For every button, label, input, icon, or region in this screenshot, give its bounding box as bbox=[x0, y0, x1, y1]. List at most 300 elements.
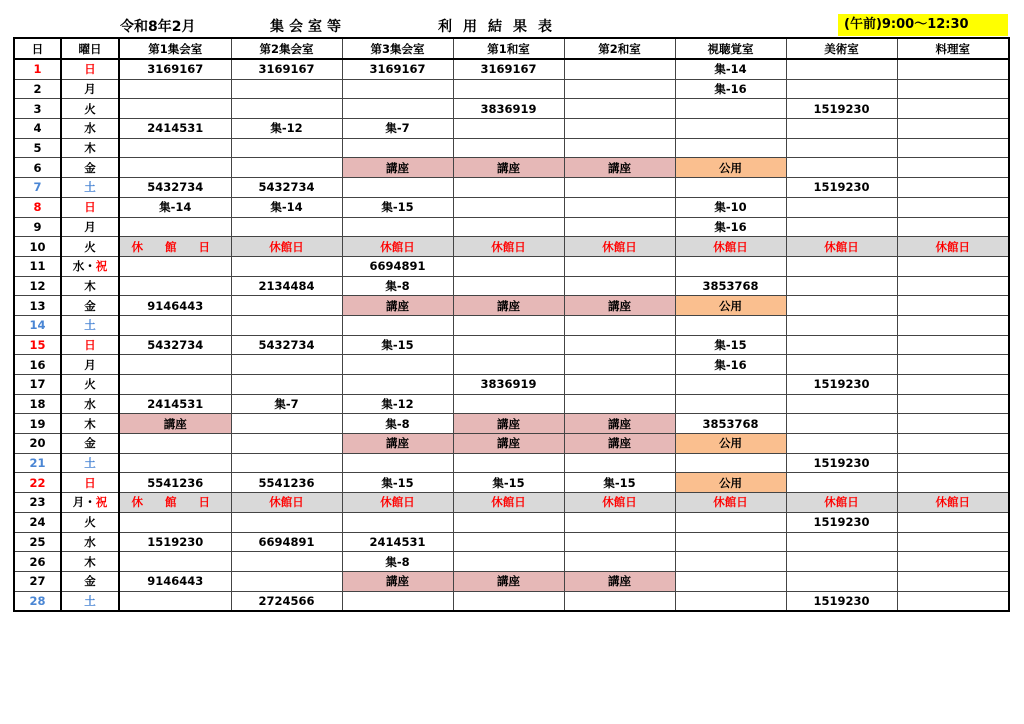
header-weekday: 曜日 bbox=[61, 38, 119, 59]
cell-cooking-room: 休館日 bbox=[897, 237, 1009, 257]
usage-result-table bbox=[13, 37, 1010, 612]
cell-weekday bbox=[61, 453, 119, 473]
cell-av-room bbox=[675, 119, 786, 139]
table-row bbox=[14, 119, 1009, 139]
cell-art-room bbox=[786, 394, 897, 414]
cell-day: 1 bbox=[14, 59, 61, 79]
cell-day: 3 bbox=[14, 99, 61, 119]
cell-av-room: 公用 bbox=[675, 296, 786, 316]
title-month: 令和8年2月 bbox=[120, 19, 196, 35]
cell-washitsu-2 bbox=[564, 59, 675, 79]
cell-cooking-room bbox=[897, 375, 1009, 395]
cell-washitsu-2 bbox=[564, 99, 675, 119]
cell-day: 4 bbox=[14, 119, 61, 139]
cell-room-2: 2724566 bbox=[231, 591, 342, 611]
cell-cooking-room bbox=[897, 79, 1009, 99]
cell-washitsu-1 bbox=[453, 138, 564, 158]
cell-cooking-room bbox=[897, 394, 1009, 414]
cell-cooking-room bbox=[897, 59, 1009, 79]
cell-room-2: 5541236 bbox=[231, 473, 342, 493]
cell-room-3: 講座 bbox=[342, 296, 453, 316]
cell-washitsu-1 bbox=[453, 552, 564, 572]
cell-cooking-room bbox=[897, 552, 1009, 572]
cell-washitsu-1 bbox=[453, 532, 564, 552]
cell-room-2: 集-7 bbox=[231, 394, 342, 414]
table-row bbox=[14, 512, 1009, 532]
cell-washitsu-2 bbox=[564, 512, 675, 532]
cell-av-room bbox=[675, 375, 786, 395]
cell-av-room: 3853768 bbox=[675, 276, 786, 296]
cell-weekday bbox=[61, 512, 119, 532]
cell-day: 7 bbox=[14, 178, 61, 198]
cell-room-3 bbox=[342, 453, 453, 473]
cell-av-room: 集-15 bbox=[675, 335, 786, 355]
cell-weekday bbox=[61, 552, 119, 572]
header-art-room: 美術室 bbox=[786, 38, 897, 59]
cell-cooking-room bbox=[897, 571, 1009, 591]
cell-room-3 bbox=[342, 512, 453, 532]
holiday-mark: 祝 bbox=[95, 495, 108, 510]
cell-room-1: 5432734 bbox=[119, 178, 231, 198]
cell-washitsu-1 bbox=[453, 394, 564, 414]
cell-room-2: 2134484 bbox=[231, 276, 342, 296]
cell-weekday bbox=[61, 315, 119, 335]
cell-room-3: 集-15 bbox=[342, 197, 453, 217]
cell-washitsu-2 bbox=[564, 138, 675, 158]
weekday-label: 水・ bbox=[72, 259, 96, 274]
table-row bbox=[14, 59, 1009, 79]
cell-day: 21 bbox=[14, 453, 61, 473]
title-main: 集会室等 bbox=[270, 19, 346, 35]
weekday-label: 月・ bbox=[72, 495, 96, 510]
weekday-label: 金 bbox=[84, 160, 96, 175]
cell-washitsu-1 bbox=[453, 119, 564, 139]
cell-av-room: 集-16 bbox=[675, 79, 786, 99]
cell-av-room bbox=[675, 591, 786, 611]
cell-cooking-room: 休館日 bbox=[897, 493, 1009, 513]
header-cooking-room: 料理室 bbox=[897, 38, 1009, 59]
table-row bbox=[14, 355, 1009, 375]
cell-washitsu-2 bbox=[564, 276, 675, 296]
weekday-label: 火 bbox=[84, 239, 96, 254]
cell-day: 27 bbox=[14, 571, 61, 591]
cell-av-room bbox=[675, 256, 786, 276]
cell-art-room bbox=[786, 434, 897, 454]
cell-day: 11 bbox=[14, 256, 61, 276]
cell-washitsu-1 bbox=[453, 217, 564, 237]
cell-cooking-room bbox=[897, 217, 1009, 237]
cell-day: 23 bbox=[14, 493, 61, 513]
cell-weekday bbox=[61, 237, 119, 257]
cell-washitsu-2 bbox=[564, 335, 675, 355]
cell-day: 24 bbox=[14, 512, 61, 532]
cell-room-2 bbox=[231, 434, 342, 454]
header-washitsu-1: 第1和室 bbox=[453, 38, 564, 59]
title-result: 利用結果表 bbox=[438, 19, 563, 35]
cell-room-1 bbox=[119, 99, 231, 119]
table-row bbox=[14, 571, 1009, 591]
cell-room-1 bbox=[119, 158, 231, 178]
cell-room-3: 休館日 bbox=[342, 237, 453, 257]
cell-weekday bbox=[61, 138, 119, 158]
cell-art-room bbox=[786, 138, 897, 158]
cell-room-1 bbox=[119, 375, 231, 395]
table-row bbox=[14, 178, 1009, 198]
cell-cooking-room bbox=[897, 335, 1009, 355]
cell-room-2 bbox=[231, 375, 342, 395]
table-row bbox=[14, 296, 1009, 316]
cell-day: 8 bbox=[14, 197, 61, 217]
cell-washitsu-2 bbox=[564, 217, 675, 237]
cell-washitsu-1: 3836919 bbox=[453, 99, 564, 119]
cell-room-2 bbox=[231, 512, 342, 532]
cell-art-room: 1519230 bbox=[786, 178, 897, 198]
cell-washitsu-1: 3836919 bbox=[453, 375, 564, 395]
table-row bbox=[14, 434, 1009, 454]
cell-room-3: 講座 bbox=[342, 434, 453, 454]
cell-room-2 bbox=[231, 217, 342, 237]
table-row bbox=[14, 158, 1009, 178]
cell-weekday bbox=[61, 256, 119, 276]
cell-room-3: 休館日 bbox=[342, 493, 453, 513]
table-row bbox=[14, 532, 1009, 552]
cell-av-room: 3853768 bbox=[675, 414, 786, 434]
cell-av-room: 公用 bbox=[675, 158, 786, 178]
cell-room-2: 5432734 bbox=[231, 335, 342, 355]
cell-art-room bbox=[786, 276, 897, 296]
cell-washitsu-1 bbox=[453, 315, 564, 335]
cell-art-room bbox=[786, 256, 897, 276]
cell-day: 9 bbox=[14, 217, 61, 237]
weekday-label: 火 bbox=[84, 377, 96, 392]
cell-washitsu-2: 講座 bbox=[564, 414, 675, 434]
cell-room-3: 集-15 bbox=[342, 335, 453, 355]
weekday-label: 土 bbox=[84, 318, 96, 333]
cell-room-1 bbox=[119, 591, 231, 611]
cell-weekday bbox=[61, 335, 119, 355]
cell-art-room bbox=[786, 355, 897, 375]
cell-av-room bbox=[675, 512, 786, 532]
cell-washitsu-2: 集-15 bbox=[564, 473, 675, 493]
cell-washitsu-2 bbox=[564, 197, 675, 217]
cell-day: 13 bbox=[14, 296, 61, 316]
cell-washitsu-1 bbox=[453, 335, 564, 355]
table-row bbox=[14, 237, 1009, 257]
cell-art-room: 1519230 bbox=[786, 591, 897, 611]
cell-room-3 bbox=[342, 375, 453, 395]
weekday-label: 金 bbox=[84, 436, 96, 451]
table-row bbox=[14, 79, 1009, 99]
cell-washitsu-2: 休館日 bbox=[564, 237, 675, 257]
header-room-2: 第2集会室 bbox=[231, 38, 342, 59]
table-row bbox=[14, 493, 1009, 513]
cell-art-room bbox=[786, 217, 897, 237]
cell-room-3 bbox=[342, 138, 453, 158]
cell-washitsu-2 bbox=[564, 532, 675, 552]
cell-room-3: 集-8 bbox=[342, 552, 453, 572]
cell-washitsu-1 bbox=[453, 512, 564, 532]
weekday-label: 水 bbox=[84, 397, 96, 412]
weekday-label: 木 bbox=[84, 141, 96, 156]
cell-weekday bbox=[61, 99, 119, 119]
cell-room-2 bbox=[231, 138, 342, 158]
cell-weekday bbox=[61, 375, 119, 395]
cell-av-room bbox=[675, 532, 786, 552]
cell-room-1 bbox=[119, 453, 231, 473]
cell-room-2 bbox=[231, 296, 342, 316]
cell-room-2: 集-12 bbox=[231, 119, 342, 139]
weekday-label: 水 bbox=[84, 121, 96, 136]
cell-art-room: 1519230 bbox=[786, 375, 897, 395]
cell-room-1: 休 館 日 bbox=[119, 493, 231, 513]
table-row bbox=[14, 591, 1009, 611]
cell-art-room: 休館日 bbox=[786, 237, 897, 257]
table-row bbox=[14, 335, 1009, 355]
table-row bbox=[14, 99, 1009, 119]
cell-day: 16 bbox=[14, 355, 61, 375]
cell-room-3: 6694891 bbox=[342, 256, 453, 276]
cell-day: 6 bbox=[14, 158, 61, 178]
cell-room-1: 9146443 bbox=[119, 296, 231, 316]
cell-day: 25 bbox=[14, 532, 61, 552]
cell-art-room bbox=[786, 414, 897, 434]
cell-cooking-room bbox=[897, 119, 1009, 139]
cell-washitsu-2 bbox=[564, 256, 675, 276]
cell-washitsu-1 bbox=[453, 276, 564, 296]
table-row bbox=[14, 414, 1009, 434]
cell-art-room: 1519230 bbox=[786, 99, 897, 119]
header-row bbox=[14, 38, 1009, 59]
cell-cooking-room bbox=[897, 414, 1009, 434]
cell-av-room: 集-10 bbox=[675, 197, 786, 217]
weekday-label: 火 bbox=[84, 101, 96, 116]
cell-room-3: 集-15 bbox=[342, 473, 453, 493]
cell-weekday bbox=[61, 591, 119, 611]
cell-room-3: 集-8 bbox=[342, 276, 453, 296]
cell-washitsu-2 bbox=[564, 591, 675, 611]
cell-room-3 bbox=[342, 591, 453, 611]
cell-washitsu-1: 集-15 bbox=[453, 473, 564, 493]
cell-room-2: 3169167 bbox=[231, 59, 342, 79]
cell-cooking-room bbox=[897, 99, 1009, 119]
cell-art-room bbox=[786, 315, 897, 335]
cell-weekday bbox=[61, 296, 119, 316]
header-day: 日 bbox=[14, 38, 61, 59]
cell-washitsu-1: 3169167 bbox=[453, 59, 564, 79]
cell-day: 14 bbox=[14, 315, 61, 335]
cell-art-room bbox=[786, 473, 897, 493]
cell-art-room bbox=[786, 552, 897, 572]
cell-av-room: 公用 bbox=[675, 473, 786, 493]
cell-cooking-room bbox=[897, 434, 1009, 454]
cell-washitsu-2: 講座 bbox=[564, 434, 675, 454]
cell-weekday bbox=[61, 178, 119, 198]
cell-room-1: 2414531 bbox=[119, 394, 231, 414]
cell-art-room bbox=[786, 571, 897, 591]
cell-art-room bbox=[786, 296, 897, 316]
cell-room-1 bbox=[119, 434, 231, 454]
cell-weekday bbox=[61, 394, 119, 414]
cell-room-3 bbox=[342, 355, 453, 375]
cell-room-3 bbox=[342, 217, 453, 237]
cell-washitsu-2 bbox=[564, 119, 675, 139]
weekday-label: 火 bbox=[84, 515, 96, 530]
cell-washitsu-2 bbox=[564, 79, 675, 99]
table-row bbox=[14, 256, 1009, 276]
cell-day: 22 bbox=[14, 473, 61, 493]
table-row bbox=[14, 276, 1009, 296]
cell-washitsu-2 bbox=[564, 178, 675, 198]
cell-washitsu-1 bbox=[453, 197, 564, 217]
cell-av-room bbox=[675, 394, 786, 414]
cell-washitsu-2 bbox=[564, 453, 675, 473]
cell-weekday bbox=[61, 434, 119, 454]
cell-av-room bbox=[675, 315, 786, 335]
cell-room-2: 休館日 bbox=[231, 237, 342, 257]
cell-washitsu-1 bbox=[453, 591, 564, 611]
cell-washitsu-1: 講座 bbox=[453, 414, 564, 434]
cell-room-2: 5432734 bbox=[231, 178, 342, 198]
holiday-mark: 祝 bbox=[95, 259, 108, 274]
cell-room-2 bbox=[231, 99, 342, 119]
cell-room-1: 9146443 bbox=[119, 571, 231, 591]
cell-room-1: 5541236 bbox=[119, 473, 231, 493]
weekday-label: 木 bbox=[84, 416, 96, 431]
cell-room-2 bbox=[231, 158, 342, 178]
cell-washitsu-2 bbox=[564, 394, 675, 414]
cell-room-3: 集-12 bbox=[342, 394, 453, 414]
cell-weekday bbox=[61, 493, 119, 513]
cell-room-1: 1519230 bbox=[119, 532, 231, 552]
cell-room-1 bbox=[119, 276, 231, 296]
cell-day: 19 bbox=[14, 414, 61, 434]
cell-weekday bbox=[61, 473, 119, 493]
cell-day: 5 bbox=[14, 138, 61, 158]
table-row bbox=[14, 375, 1009, 395]
cell-room-3 bbox=[342, 99, 453, 119]
cell-room-1 bbox=[119, 256, 231, 276]
cell-day: 26 bbox=[14, 552, 61, 572]
cell-washitsu-1: 休館日 bbox=[453, 493, 564, 513]
cell-room-1: 2414531 bbox=[119, 119, 231, 139]
cell-washitsu-1: 講座 bbox=[453, 571, 564, 591]
cell-cooking-room bbox=[897, 178, 1009, 198]
cell-art-room bbox=[786, 335, 897, 355]
weekday-label: 金 bbox=[84, 574, 96, 589]
cell-day: 10 bbox=[14, 237, 61, 257]
cell-av-room: 集-16 bbox=[675, 217, 786, 237]
cell-art-room: 休館日 bbox=[786, 493, 897, 513]
cell-room-1 bbox=[119, 217, 231, 237]
cell-room-1 bbox=[119, 79, 231, 99]
weekday-label: 木 bbox=[84, 554, 96, 569]
cell-weekday bbox=[61, 571, 119, 591]
cell-av-room bbox=[675, 178, 786, 198]
cell-washitsu-2: 休館日 bbox=[564, 493, 675, 513]
cell-cooking-room bbox=[897, 296, 1009, 316]
cell-washitsu-1 bbox=[453, 256, 564, 276]
cell-weekday bbox=[61, 197, 119, 217]
cell-day: 28 bbox=[14, 591, 61, 611]
cell-weekday bbox=[61, 355, 119, 375]
weekday-label: 木 bbox=[84, 278, 96, 293]
cell-cooking-room bbox=[897, 158, 1009, 178]
table-row bbox=[14, 138, 1009, 158]
title-bar bbox=[0, 14, 1024, 36]
cell-washitsu-1: 講座 bbox=[453, 434, 564, 454]
cell-cooking-room bbox=[897, 315, 1009, 335]
cell-weekday bbox=[61, 119, 119, 139]
cell-av-room bbox=[675, 571, 786, 591]
weekday-label: 土 bbox=[84, 456, 96, 471]
cell-cooking-room bbox=[897, 532, 1009, 552]
cell-washitsu-1 bbox=[453, 453, 564, 473]
weekday-label: 日 bbox=[84, 62, 96, 77]
cell-cooking-room bbox=[897, 473, 1009, 493]
cell-room-1 bbox=[119, 512, 231, 532]
cell-room-3 bbox=[342, 79, 453, 99]
cell-weekday bbox=[61, 59, 119, 79]
cell-art-room: 1519230 bbox=[786, 453, 897, 473]
cell-cooking-room bbox=[897, 512, 1009, 532]
cell-room-3: 講座 bbox=[342, 571, 453, 591]
cell-room-3 bbox=[342, 315, 453, 335]
cell-day: 2 bbox=[14, 79, 61, 99]
cell-room-1: 休 館 日 bbox=[119, 237, 231, 257]
header-av-room: 視聴覚室 bbox=[675, 38, 786, 59]
weekday-label: 日 bbox=[84, 337, 96, 352]
cell-room-1: 5432734 bbox=[119, 335, 231, 355]
cell-av-room bbox=[675, 552, 786, 572]
cell-washitsu-2: 講座 bbox=[564, 296, 675, 316]
cell-weekday bbox=[61, 414, 119, 434]
cell-washitsu-1 bbox=[453, 355, 564, 375]
cell-room-1: 3169167 bbox=[119, 59, 231, 79]
cell-room-1: 集-14 bbox=[119, 197, 231, 217]
cell-washitsu-2 bbox=[564, 375, 675, 395]
table-row bbox=[14, 552, 1009, 572]
cell-room-2 bbox=[231, 552, 342, 572]
cell-weekday bbox=[61, 158, 119, 178]
weekday-label: 水 bbox=[84, 534, 96, 549]
cell-room-2 bbox=[231, 453, 342, 473]
cell-cooking-room bbox=[897, 591, 1009, 611]
cell-washitsu-1 bbox=[453, 178, 564, 198]
cell-room-2 bbox=[231, 571, 342, 591]
cell-room-1 bbox=[119, 355, 231, 375]
weekday-label: 金 bbox=[84, 298, 96, 313]
cell-room-2: 休館日 bbox=[231, 493, 342, 513]
cell-av-room bbox=[675, 99, 786, 119]
weekday-label: 日 bbox=[84, 475, 96, 490]
cell-room-2 bbox=[231, 355, 342, 375]
header-washitsu-2: 第2和室 bbox=[564, 38, 675, 59]
cell-washitsu-1: 講座 bbox=[453, 158, 564, 178]
cell-cooking-room bbox=[897, 256, 1009, 276]
cell-room-3: 集-7 bbox=[342, 119, 453, 139]
cell-room-1 bbox=[119, 552, 231, 572]
table-row bbox=[14, 473, 1009, 493]
cell-washitsu-1: 休館日 bbox=[453, 237, 564, 257]
cell-day: 15 bbox=[14, 335, 61, 355]
cell-weekday bbox=[61, 79, 119, 99]
cell-art-room bbox=[786, 158, 897, 178]
cell-washitsu-2: 講座 bbox=[564, 158, 675, 178]
header-room-3: 第3集会室 bbox=[342, 38, 453, 59]
cell-cooking-room bbox=[897, 197, 1009, 217]
cell-day: 17 bbox=[14, 375, 61, 395]
weekday-label: 月 bbox=[84, 357, 96, 372]
